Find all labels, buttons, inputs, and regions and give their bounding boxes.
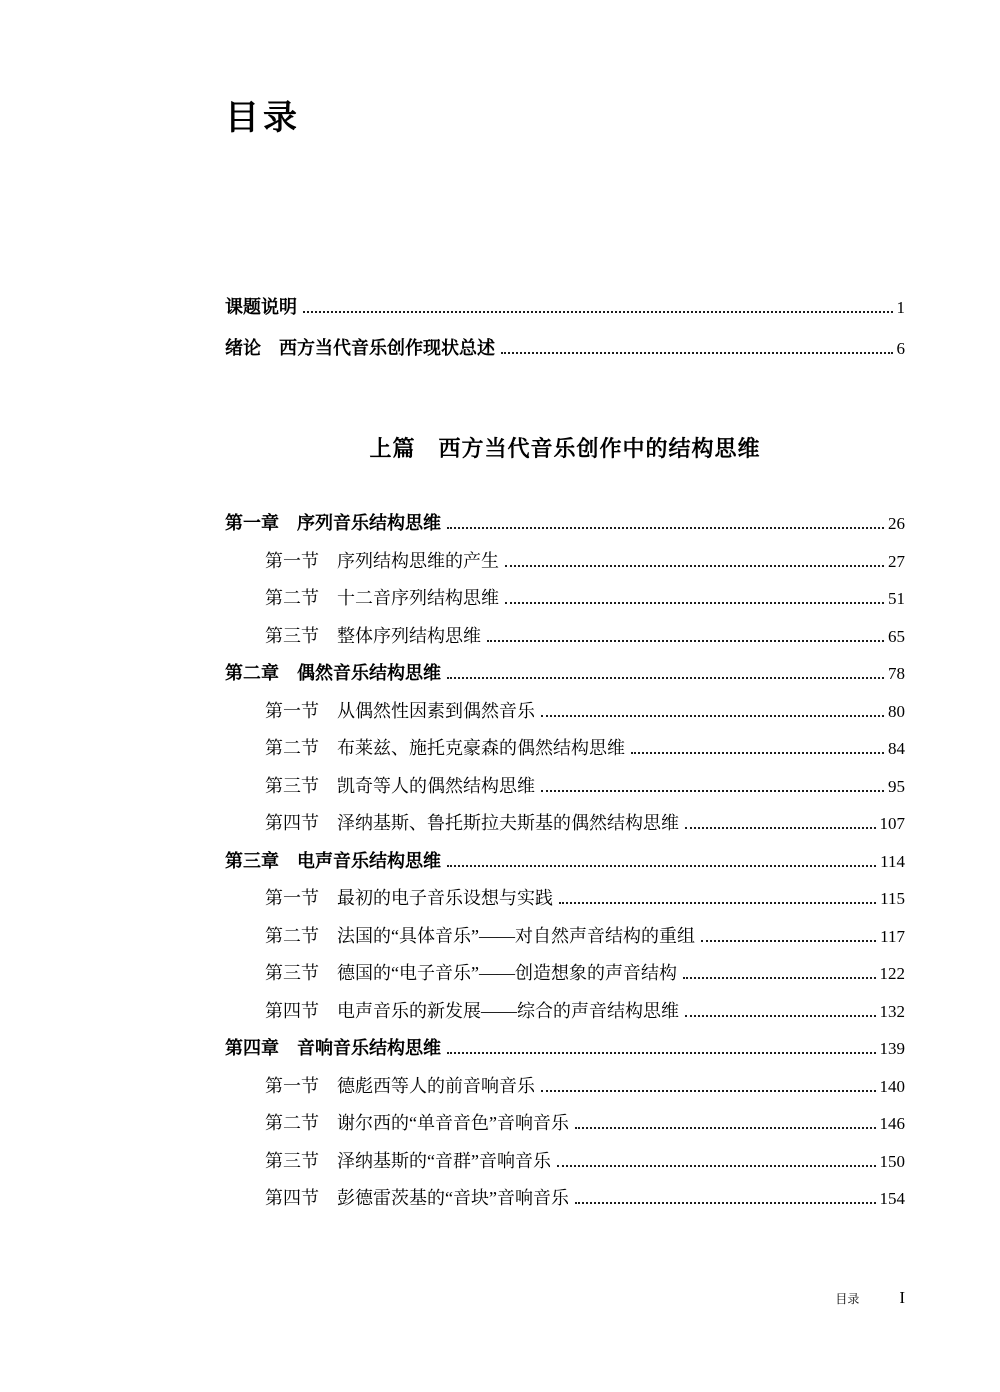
toc-entry-section-page-number: 65: [888, 626, 905, 646]
dot-leader: [631, 752, 884, 754]
toc-entry-section-page-number: 27: [888, 551, 905, 571]
toc-entry-chapter-page-number: 78: [888, 664, 905, 683]
dot-leader: [701, 940, 876, 942]
toc-entry-front: [225, 287, 905, 328]
toc-entry-section-page-number: 146: [879, 1114, 905, 1133]
dot-leader: [683, 977, 876, 979]
dot-leader: [447, 1052, 876, 1054]
toc-entry-front-page-number: 1: [896, 298, 905, 317]
dot-leader: [447, 527, 884, 529]
dot-leader: [559, 902, 876, 904]
dot-leader: [505, 602, 884, 604]
toc-entry-chapter: [225, 655, 905, 693]
toc-entry-section: [225, 880, 905, 918]
toc-entry-section: [225, 1180, 905, 1218]
dot-leader: [685, 827, 876, 829]
toc-entry-chapter-label: 第二章 偶然音乐结构思维: [225, 663, 441, 683]
toc-entry-section-label: 第二节 十二音序列结构思维: [265, 588, 499, 608]
toc-entry-front: [225, 328, 905, 369]
dot-leader: [575, 1202, 876, 1204]
toc-entry-front-page-number: 6: [896, 339, 905, 358]
toc-entry-section-label: 第四节 泽纳基斯、鲁托斯拉夫斯基的偶然结构思维: [265, 813, 679, 833]
toc-content: [225, 0, 905, 1218]
toc-entry-section: [225, 918, 905, 956]
toc-entry-front-label: 绪论 西方当代音乐创作现状总述: [225, 338, 495, 358]
toc-entry-section-label: 第二节 法国的“具体音乐”——对自然声音结构的重组: [265, 925, 695, 946]
toc-entry-section-label: 第三节 整体序列结构思维: [265, 625, 481, 646]
chapter-list: [225, 505, 905, 1218]
toc-entry-section-page-number: 150: [879, 1151, 905, 1171]
toc-entry-section-page-number: 117: [880, 926, 905, 946]
toc-entry-chapter-page-number: 139: [879, 1039, 905, 1058]
dot-leader: [685, 1015, 876, 1017]
toc-entry-section-page-number: 122: [879, 964, 905, 983]
dot-leader: [447, 677, 884, 679]
dot-leader: [505, 565, 884, 567]
toc-entry-chapter-label: 第四章 音响音乐结构思维: [225, 1038, 441, 1058]
toc-entry-chapter-page-number: 114: [880, 851, 905, 871]
toc-entry-section: [225, 1105, 905, 1143]
dot-leader: [541, 790, 884, 792]
dot-leader: [541, 715, 884, 717]
toc-entry-section: [225, 730, 905, 768]
toc-entry-section: [225, 955, 905, 993]
toc-entry-section: [225, 1143, 905, 1181]
toc-entry-section: [225, 618, 905, 656]
toc-entry-chapter: [225, 1030, 905, 1068]
dot-leader: [487, 640, 884, 642]
toc-entry-section-label: 第三节 凯奇等人的偶然结构思维: [265, 775, 535, 796]
toc-entry-section-page-number: 140: [879, 1076, 905, 1096]
toc-entry-section-label: 第一节 从偶然性因素到偶然音乐: [265, 700, 535, 721]
toc-entry-section-page-number: 115: [880, 889, 905, 908]
dot-leader: [303, 311, 893, 313]
toc-entry-section: [225, 1068, 905, 1106]
toc-entry-section-label: 第三节 泽纳基斯的“音群”音响音乐: [265, 1150, 551, 1171]
toc-entry-section-page-number: 107: [879, 814, 905, 833]
footer-section-label: 目录: [835, 1292, 860, 1306]
toc-entry-section-label: 第一节 德彪西等人的前音响音乐: [265, 1075, 535, 1096]
toc-entry-section: [225, 993, 905, 1031]
dot-leader: [541, 1090, 876, 1092]
front-matter-list: [225, 287, 905, 369]
toc-entry-section-page-number: 51: [888, 589, 905, 608]
toc-entry-section-page-number: 84: [888, 739, 905, 758]
dot-leader: [557, 1165, 876, 1167]
dot-leader: [501, 352, 893, 354]
page-footer: [835, 1288, 905, 1308]
toc-entry-section: [225, 805, 905, 843]
toc-entry-chapter-label: 第一章 序列音乐结构思维: [225, 513, 441, 533]
toc-entry-section-label: 第四节 电声音乐的新发展——综合的声音结构思维: [265, 1000, 679, 1021]
toc-entry-front-label: 课题说明: [225, 297, 297, 317]
toc-entry-section-label: 第一节 序列结构思维的产生: [265, 550, 499, 571]
toc-entry-chapter-label: 第三章 电声音乐结构思维: [225, 850, 441, 871]
toc-entry-section-label: 第三节 德国的“电子音乐”——创造想象的声音结构: [265, 963, 677, 983]
toc-entry-section: [225, 580, 905, 618]
toc-entry-section: [225, 543, 905, 581]
toc-entry-section: [225, 693, 905, 731]
toc-entry-chapter-page-number: 26: [888, 514, 905, 533]
toc-entry-chapter: [225, 505, 905, 543]
toc-entry-section-page-number: 154: [879, 1189, 905, 1208]
toc-entry-section: [225, 768, 905, 806]
toc-entry-section-page-number: 95: [888, 776, 905, 796]
dot-leader: [575, 1127, 876, 1129]
toc-entry-section-label: 第四节 彭德雷茨基的“音块”音响音乐: [265, 1188, 569, 1208]
toc-entry-section-page-number: 132: [879, 1001, 905, 1021]
toc-entry-section-label: 第一节 最初的电子音乐设想与实践: [265, 888, 553, 908]
toc-entry-section-label: 第二节 谢尔西的“单音音色”音响音乐: [265, 1113, 569, 1133]
footer-page-number: I: [899, 1288, 905, 1307]
toc-entry-section-label: 第二节 布莱兹、施托克豪森的偶然结构思维: [265, 738, 625, 758]
toc-entry-section-page-number: 80: [888, 701, 905, 721]
page-title: 目录: [225, 98, 301, 138]
dot-leader: [447, 865, 876, 867]
part-heading: 上篇 西方当代音乐创作中的结构思维: [369, 437, 761, 462]
toc-entry-chapter: [225, 843, 905, 881]
